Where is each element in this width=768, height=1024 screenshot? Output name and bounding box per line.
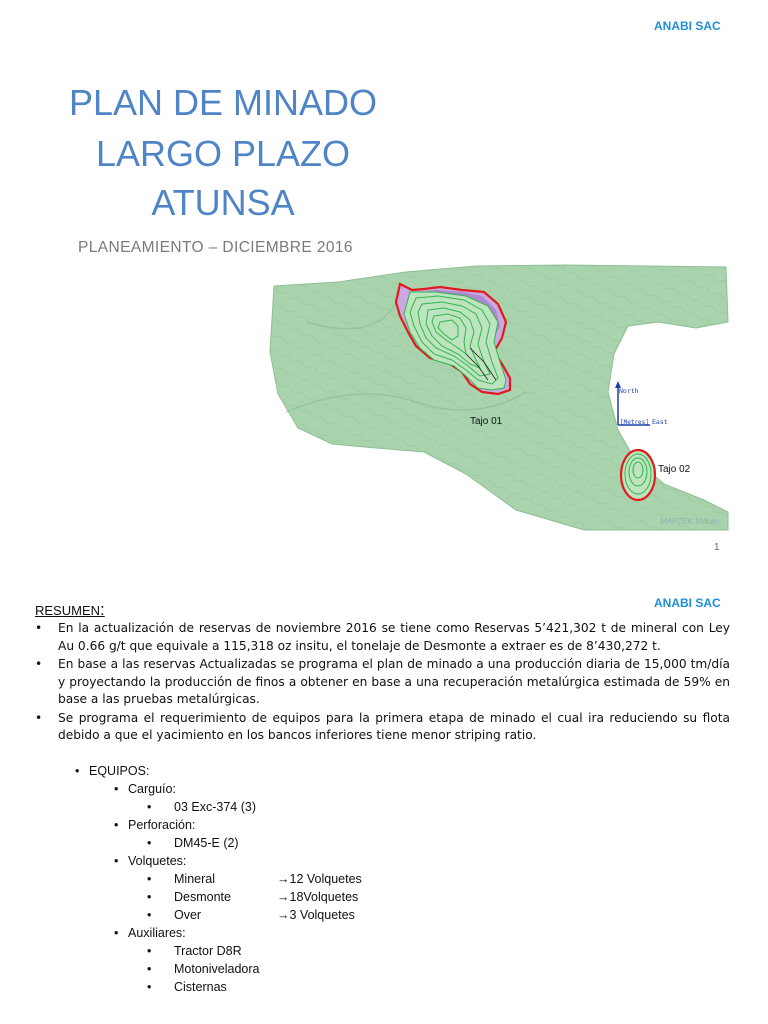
equipment-item: • DM45-E (2) — [147, 836, 239, 850]
arrow-right-icon: → — [277, 908, 290, 922]
axis-indicator — [615, 381, 668, 426]
summary-item-text: En la actualización de reservas de noviembre 2016 se tiene como Reservas 5’421,302 t de mineral con Ley Au 0.66 g/t que equivale a 115,318 oz insitu, el tonelaje de Desmonte a extraer es de 8’430,272 t. — [58, 621, 730, 653]
summary-item: • Se programa el requerimiento de equipos para la primera etapa de minado el cual ira reduciendo su flota debido a que el yacimiento en los bancos inferiores tiene menor striping ratio. — [35, 710, 730, 742]
equipment-item: • Tractor D8R — [147, 944, 242, 958]
summary-heading-text: RESUMEN — [35, 603, 101, 618]
equipment-item-value — [277, 888, 358, 906]
equipment-item-text: 03 Exc-374 (3) — [174, 800, 256, 814]
company-name: ANABI SAC — [654, 19, 721, 33]
equipment-item: • Desmonte →18Volquetes — [147, 890, 359, 904]
company-name-2: ANABI SAC — [654, 596, 721, 610]
equipment-item-text: Tractor D8R — [174, 944, 242, 958]
equipment-item-value — [277, 870, 362, 888]
equipment-item-text: Over — [174, 908, 202, 922]
title-line-2: LARGO PLAZO — [95, 133, 351, 174]
category-volquetes: Volquetes: — [128, 854, 187, 868]
equipment-item: • Motoniveladora — [147, 962, 260, 976]
equipment-category: • Auxiliares: — [114, 926, 186, 940]
summary-item-text: En base a las reservas Actualizadas se programa el plan de minado a una producción diaria de 15,000 tm/día y proyectando la producción de finos a obtener en base a una recuperación metalúrgica estimada de 59% en base a las pruebas metalúrgicas. — [58, 657, 730, 706]
equipment-item-text: DM45-E (2) — [174, 836, 239, 850]
scale-label: [Metres] — [620, 419, 649, 426]
equipment-value-text: 12 Volquetes — [289, 872, 362, 886]
equipment-item-text: Cisternas — [174, 980, 227, 994]
summary-item: • En base a las reservas Actualizadas se programa el plan de minado a una producción diaria de 15,000 tm/día y proyectando la producción de finos a obtener en base a una recuperación metalúrgica estimada de 59% en base a las pruebas metalúrgicas. — [35, 657, 730, 706]
equipment-value-text: 18Volquetes — [289, 890, 359, 904]
arrow-right-icon: → — [277, 890, 290, 904]
software-logo: MAPTEK Vulcan — [660, 517, 720, 526]
arrow-right-icon: → — [277, 872, 290, 886]
equipment-item: • 03 Exc-374 (3) — [147, 800, 256, 814]
title-line-1: PLAN DE MINADO — [68, 82, 378, 123]
equipment-item: • Over →3 Volquetes — [147, 908, 355, 922]
summary-heading — [35, 600, 105, 620]
equipment-item-value — [277, 906, 355, 924]
equipment-category: • Volquetes: — [114, 854, 187, 868]
summary-heading-colon: : — [100, 600, 105, 619]
title-line-3: ATUNSA — [151, 182, 295, 223]
equipment-item: • Mineral →12 Volquetes — [147, 872, 362, 886]
summary-list — [35, 620, 730, 746]
equipment-category: • Carguío: — [114, 782, 176, 796]
equipment-item-text: Desmonte — [174, 890, 231, 904]
page-number: 1 — [714, 542, 720, 553]
category-auxiliares: Auxiliares: — [128, 926, 186, 940]
subtitle: PLANEAMIENTO – DICIEMBRE 2016 — [78, 239, 353, 256]
equipment-title: • EQUIPOS: — [75, 764, 150, 778]
summary-item-text: Se programa el requerimiento de equipos para la primera etapa de minado el cual ira reduciendo su flota debido a que el yacimiento en los bancos inferiores tiene menor striping ratio. — [58, 710, 730, 742]
category-perforacion: Perforación: — [128, 818, 196, 832]
equipment-title-text: EQUIPOS: — [89, 764, 150, 778]
equipment-item-text: Mineral — [174, 872, 215, 886]
summary-item: • En la actualización de reservas de noviembre 2016 se tiene como Reservas 5’421,302 t de mineral con Ley Au 0.66 g/t que equivale a 115,318 oz insitu, el tonelaje de Desmonte a extraer es de 8’430,272 t. — [35, 621, 730, 653]
north-label: North — [619, 387, 639, 395]
equipment-item-text: Motoniveladora — [174, 962, 260, 976]
east-label: East — [652, 418, 668, 426]
pit-02-label: Tajo 02 — [658, 464, 691, 475]
equipment-value-text: 3 Volquetes — [289, 908, 355, 922]
equipment-item: • Cisternas — [147, 980, 227, 994]
category-carguio: Carguío: — [128, 782, 176, 796]
equipment-category: • Perforación: — [114, 818, 196, 832]
pit-01-label: Tajo 01 — [470, 416, 503, 427]
mine-pit-map — [266, 262, 730, 534]
pit-02 — [621, 450, 655, 500]
